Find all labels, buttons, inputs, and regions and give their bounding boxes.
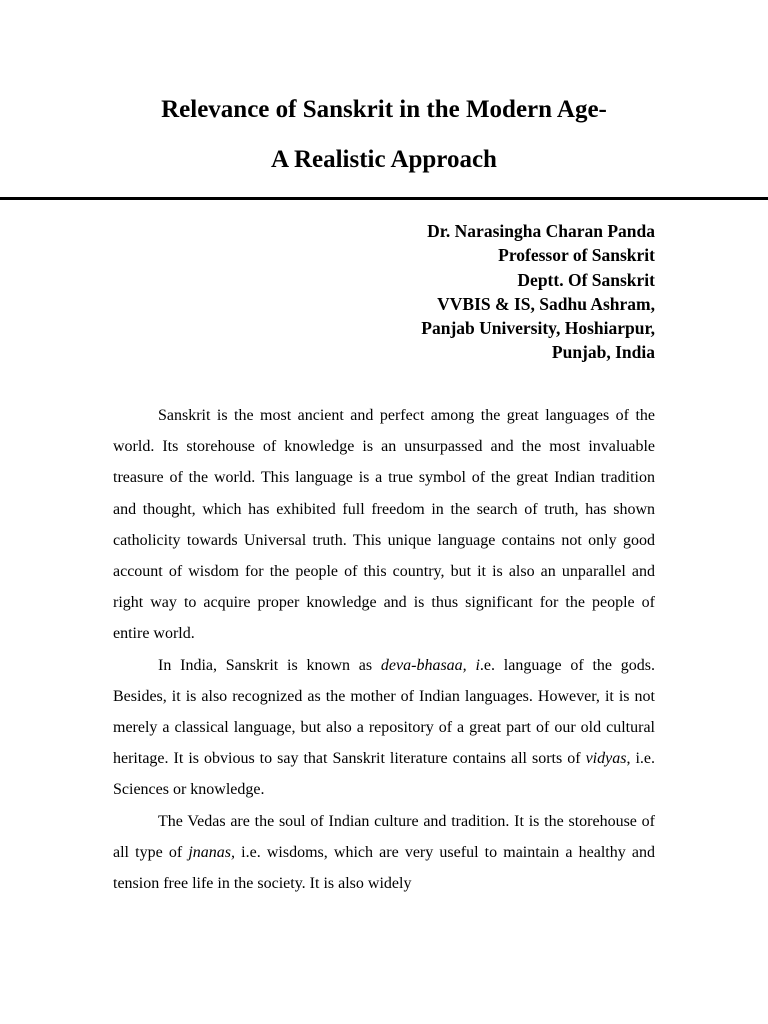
author-institute: VVBIS & IS, Sadhu Ashram, [437, 293, 655, 314]
paragraph-3 [113, 806, 655, 900]
author-position: Professor of Sanskrit [498, 245, 655, 266]
paragraph-2-text-a: In India, Sanskrit is known as [158, 656, 381, 674]
author-name: Dr. Narasingha Charan Panda [427, 221, 655, 241]
author-department: Deptt. Of Sanskrit [517, 269, 655, 290]
author-block [421, 219, 655, 365]
title-line-1: Relevance of Sanskrit in the Modern Age- [161, 96, 607, 123]
paragraph-3-text-b: i.e. wisdoms, which are very useful to maintain a healthy and tension free life in the society. It is also widely [113, 843, 655, 893]
paragraph-2-italic-a: deva-bhasaa, i [380, 656, 480, 674]
body-text [113, 400, 655, 899]
paragraph-1: Sanskrit is the most ancient and perfect among the great languages of the world. Its storehouse of knowledge is an unsurpassed and the most invaluable treasure of the world. This language is a true symbol of the great Indian tradition and thought, which has exhibited full freedom in the search of truth, has shown catholicity towards Universal truth. This unique language contains not only good account of wisdom for the people of this country, but it is also an unparallel and right way to acquire proper knowledge and is thus significant for the people of entire world. [113, 407, 655, 643]
title-divider [0, 197, 768, 200]
author-location: Punjab, India [551, 342, 655, 363]
paragraph-3-italic-a: jnanas, [188, 843, 235, 861]
paragraph-2 [113, 650, 655, 806]
paragraph-2-italic-b: vidyas [585, 750, 627, 768]
author-university: Panjab University, Hoshiarpur, [421, 318, 655, 339]
paragraph-3-text-a: The Vedas are the soul of Indian culture and tradition. It is the storehouse of all type of [113, 812, 655, 861]
paragraph-2-text-b: .e. language of the gods. Besides, it is also recognized as the mother of Indian languages. However, it is not merely a classical language, but also a repository of a great part of our old cultural heritage. It is obvious to say that Sanskrit literature contains all sorts of [113, 656, 656, 768]
title-line-2: A Realistic Approach [271, 146, 497, 173]
paragraph-2-text-c: , i.e. Sciences or knowledge. [113, 750, 655, 799]
